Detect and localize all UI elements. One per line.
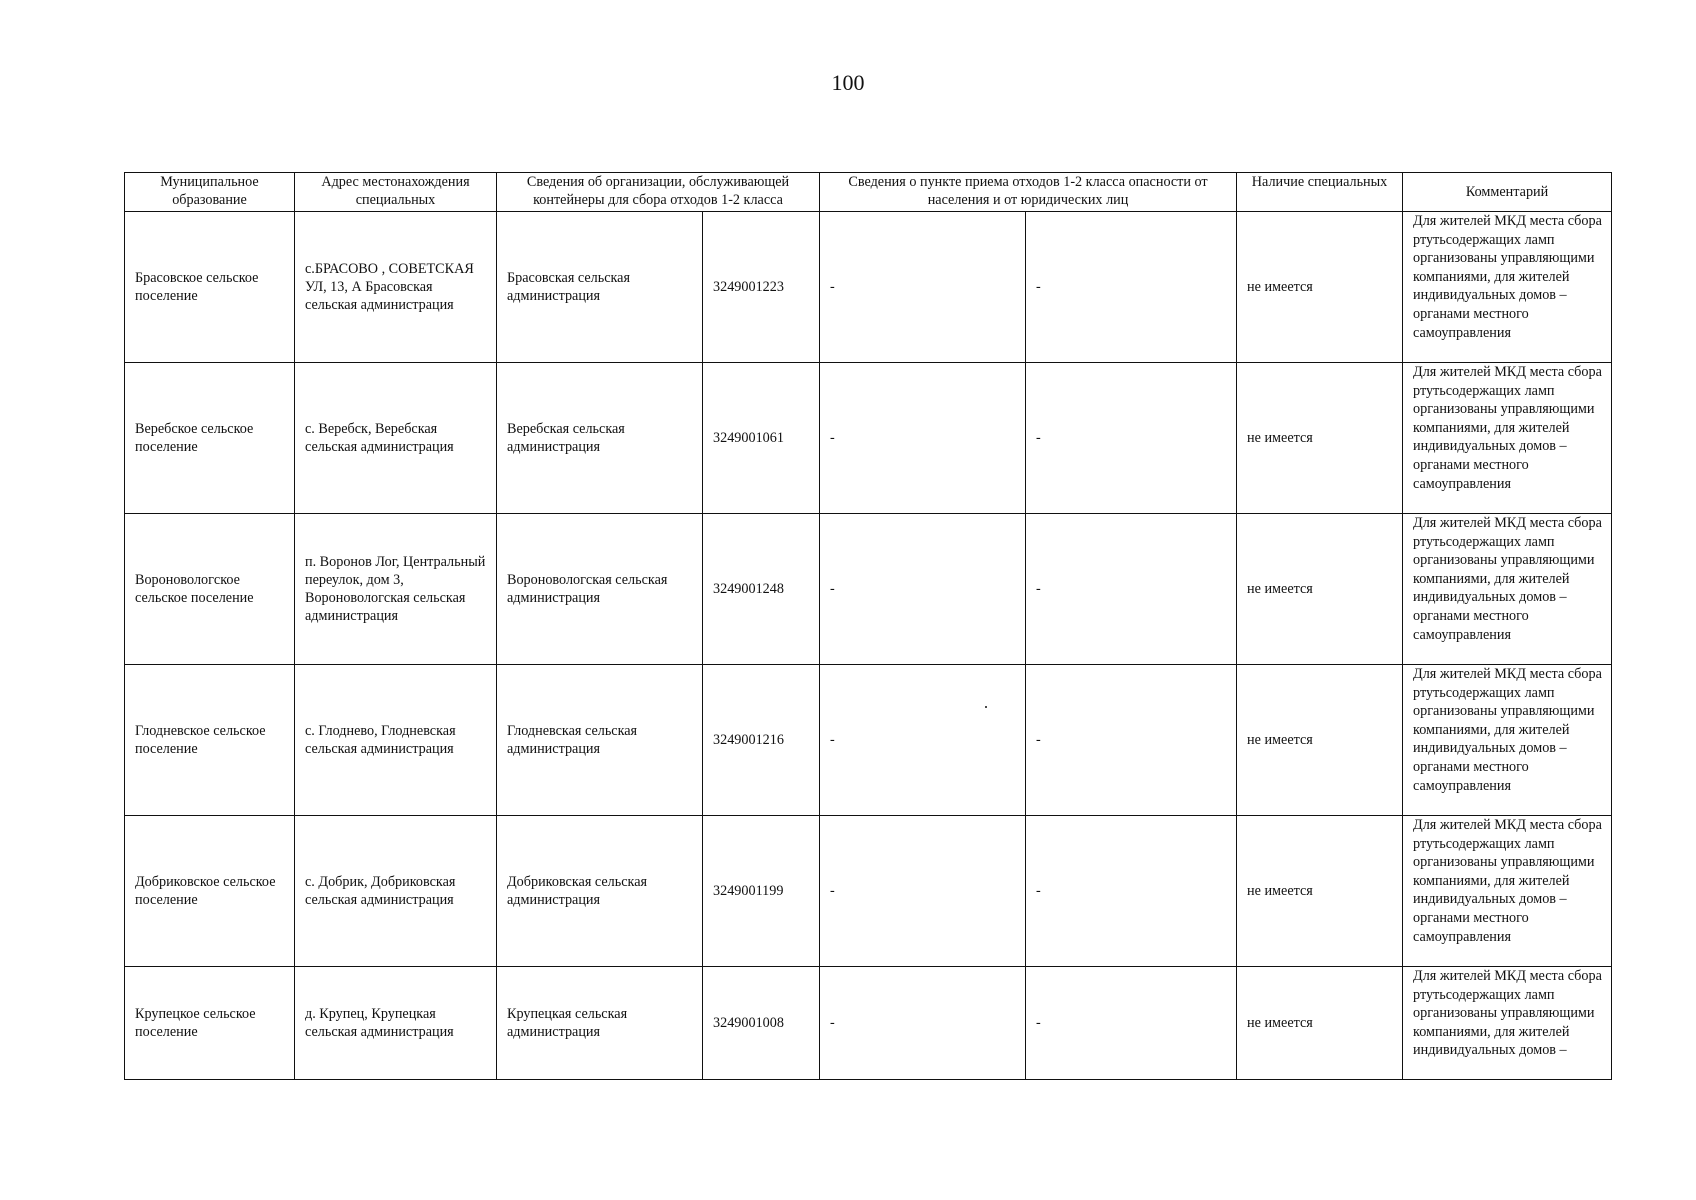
cell-address: п. Воронов Лог, Центральный переулок, дом 3, Вороновологская сельская администрация [295, 514, 497, 665]
cell-collection-point-a: - [820, 816, 1026, 967]
cell-municipality: Веребское сельское поселение [125, 363, 295, 514]
cell-address: с. Глоднево, Глодневская сельская администрация [295, 665, 497, 816]
cell-organization: Веребская сельская администрация [497, 363, 703, 514]
cell-organization: Глодневская сельская администрация [497, 665, 703, 816]
table-row [125, 665, 1612, 816]
cell-municipality: Глодневское сельское поселение [125, 665, 295, 816]
cell-address: с. Веребск, Веребская сельская администрация [295, 363, 497, 514]
header-comment: Комментарий [1403, 173, 1612, 212]
cell-comment [1403, 514, 1612, 665]
cell-collection-point-a: - [820, 967, 1026, 1080]
page-number: 100 [831, 70, 865, 95]
cell-collection-point-b: - [1026, 665, 1237, 816]
cell-availability: не имеется [1237, 967, 1403, 1080]
cell-address: с.БРАСОВО , СОВЕТСКАЯ УЛ, 13, А Брасовская сельская администрация [295, 212, 497, 363]
cell-availability: не имеется [1237, 212, 1403, 363]
cell-organization: Брасовская сельская администрация [497, 212, 703, 363]
cell-comment [1403, 665, 1612, 816]
cell-availability: не имеется [1237, 665, 1403, 816]
table-row [125, 967, 1612, 1080]
comment-text: Для жителей МКД места сбора ртутьсодержащих ламп организованы управляющими компаниями, для жителей индивидуальных домов – органами местного самоуправления [1413, 817, 1602, 945]
cell-comment [1403, 816, 1612, 967]
cell-collection-point-a: - [820, 212, 1026, 363]
table-header-row [125, 173, 1612, 212]
waste-collection-table [124, 172, 1612, 1080]
header-availability: Наличие специальных [1237, 173, 1403, 212]
comment-text: Для жителей МКД места сбора ртутьсодержащих ламп организованы управляющими компаниями, для жителей индивидуальных домов – органами местного самоуправления [1413, 515, 1602, 643]
cell-comment [1403, 363, 1612, 514]
cell-inn: 3249001223 [703, 212, 820, 363]
cell-collection-point-a: - [820, 363, 1026, 514]
cell-comment [1403, 212, 1612, 363]
header-municipality: Муниципальное образование [125, 173, 295, 212]
cell-collection-point-b: - [1026, 967, 1237, 1080]
table-row [125, 363, 1612, 514]
header-collection-point: Сведения о пункте приема отходов 1-2 класса опасности от населения и от юридических лиц [820, 173, 1237, 212]
cell-collection-point-a: - [820, 514, 1026, 665]
cell-availability: не имеется [1237, 514, 1403, 665]
header-address: Адрес местонахождения специальных [295, 173, 497, 212]
cell-availability: не имеется [1237, 363, 1403, 514]
cell-inn: 3249001216 [703, 665, 820, 816]
cell-collection-point-b: - [1026, 514, 1237, 665]
cell-organization: Вороновологская сельская администрация [497, 514, 703, 665]
comment-text: Для жителей МКД места сбора ртутьсодержащих ламп организованы управляющими компаниями, для жителей индивидуальных домов – органами местного самоуправления [1413, 364, 1602, 492]
cell-collection-point-b: - [1026, 363, 1237, 514]
cell-comment [1403, 967, 1612, 1080]
scan-speck [985, 706, 987, 708]
comment-text: Для жителей МКД места сбора ртутьсодержащих ламп организованы управляющими компаниями, для жителей индивидуальных домов – органами местного самоуправления [1413, 666, 1602, 794]
cell-municipality: Крупецкое сельское поселение [125, 967, 295, 1080]
table-row [125, 514, 1612, 665]
cell-organization: Крупецкая сельская администрация [497, 967, 703, 1080]
cell-inn: 3249001199 [703, 816, 820, 967]
comment-text: Для жителей МКД места сбора ртутьсодержащих ламп организованы управляющими компаниями, для жителей индивидуальных домов – органами местного самоуправления [1413, 213, 1602, 341]
table-row [125, 212, 1612, 363]
cell-address: д. Крупец, Крупецкая сельская администрация [295, 967, 497, 1080]
cell-availability: не имеется [1237, 816, 1403, 967]
cell-collection-point-b: - [1026, 212, 1237, 363]
header-organization: Сведения об организации, обслуживающей контейнеры для сбора отходов 1-2 класса [497, 173, 820, 212]
cell-municipality: Вороновологское сельское поселение [125, 514, 295, 665]
cell-inn: 3249001061 [703, 363, 820, 514]
cell-organization: Добриковская сельская администрация [497, 816, 703, 967]
cell-inn: 3249001008 [703, 967, 820, 1080]
table-row [125, 816, 1612, 967]
cell-collection-point-b: - [1026, 816, 1237, 967]
comment-text: Для жителей МКД места сбора ртутьсодержащих ламп организованы управляющими компаниями, для жителей индивидуальных домов – [1413, 968, 1602, 1059]
cell-municipality: Добриковское сельское поселение [125, 816, 295, 967]
cell-municipality: Брасовское сельское поселение [125, 212, 295, 363]
cell-inn: 3249001248 [703, 514, 820, 665]
cell-collection-point-a: - [820, 665, 1026, 816]
cell-address: с. Добрик, Добриковская сельская администрация [295, 816, 497, 967]
